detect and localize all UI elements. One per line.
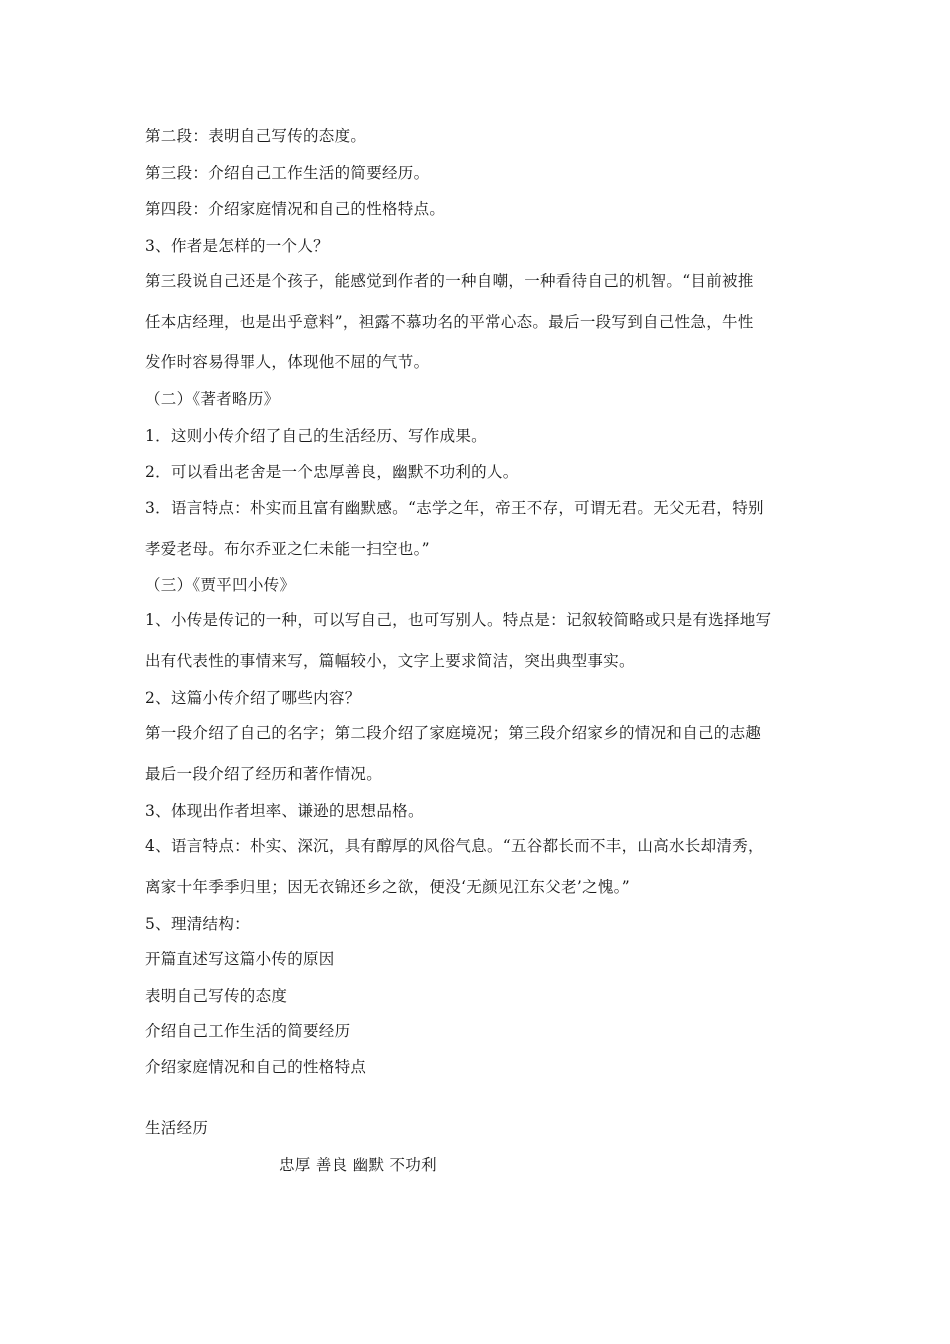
- paragraph-line: 3、体现出作者坦率、谦逊的思想品格。: [145, 802, 424, 820]
- structure-item: 开篇直述写这篇小传的原因: [145, 950, 335, 968]
- question-heading: 3、作者是怎样的一个人？: [145, 237, 329, 255]
- paragraph-line: 第四段：介绍家庭情况和自己的性格特点。: [145, 200, 446, 218]
- paragraph-line: 第一段介绍了自己的名字；第二段介绍了家庭境况；第三段介绍家乡的情况和自己的志趣: [145, 724, 762, 742]
- paragraph-line: 3．语言特点：朴实而且富有幽默感。“志学之年，帝王不存，可谓无君。无父无君，特别: [145, 499, 764, 517]
- section-heading: （二）《著者略历》: [145, 390, 280, 408]
- paragraph-line: 第三段说自己还是个孩子，能感觉到作者的一种自嘲，一种看待自己的机智。“目前被推: [145, 272, 754, 290]
- paragraph-line: 4、语言特点：朴实、深沉，具有醇厚的风俗气息。“五谷都长而不丰，山高水长却清秀，: [145, 837, 764, 855]
- paragraph-line: 1．这则小传介绍了自己的生活经历、写作成果。: [145, 427, 487, 445]
- paragraph-line: 第二段：表明自己写传的态度。: [145, 127, 367, 145]
- paragraph-line: 任本店经理，也是出乎意料”，袒露不慕功名的平常心态。最后一段写到自己性急，牛性: [145, 313, 754, 331]
- question-heading: 2、这篇小传介绍了哪些内容？: [145, 689, 361, 707]
- structure-item: 介绍家庭情况和自己的性格特点: [145, 1058, 367, 1076]
- question-heading: 5、理清结构：: [145, 915, 250, 933]
- paragraph-line: 1、小传是传记的一种，可以写自己，也可写别人。特点是：记叙较简略或只是有选择地写: [145, 611, 772, 629]
- paragraph-line: 2．可以看出老舍是一个忠厚善良，幽默不功利的人。: [145, 463, 519, 481]
- structure-label: 生活经历: [145, 1119, 209, 1137]
- trait-list: 忠厚 善良 幽默 不功利: [279, 1156, 437, 1174]
- paragraph-line: 离家十年季季归里；因无衣锦还乡之欲，便没‘无颜见江东父老’之愧。”: [145, 878, 630, 896]
- paragraph-line: 最后一段介绍了经历和著作情况。: [145, 765, 383, 783]
- paragraph-line: 发作时容易得罪人，体现他不屈的气节。: [145, 353, 430, 371]
- paragraph-line: 第三段：介绍自己工作生活的简要经历。: [145, 164, 430, 182]
- structure-item: 介绍自己工作生活的简要经历: [145, 1022, 351, 1040]
- paragraph-line: 出有代表性的事情来写，篇幅较小，文字上要求简洁，突出典型事实。: [145, 652, 635, 670]
- section-heading: （三）《贾平凹小传》: [145, 576, 296, 594]
- structure-item: 表明自己写传的态度: [145, 987, 288, 1005]
- paragraph-line: 孝爱老母。布尔乔亚之仁未能一扫空也。”: [145, 540, 430, 558]
